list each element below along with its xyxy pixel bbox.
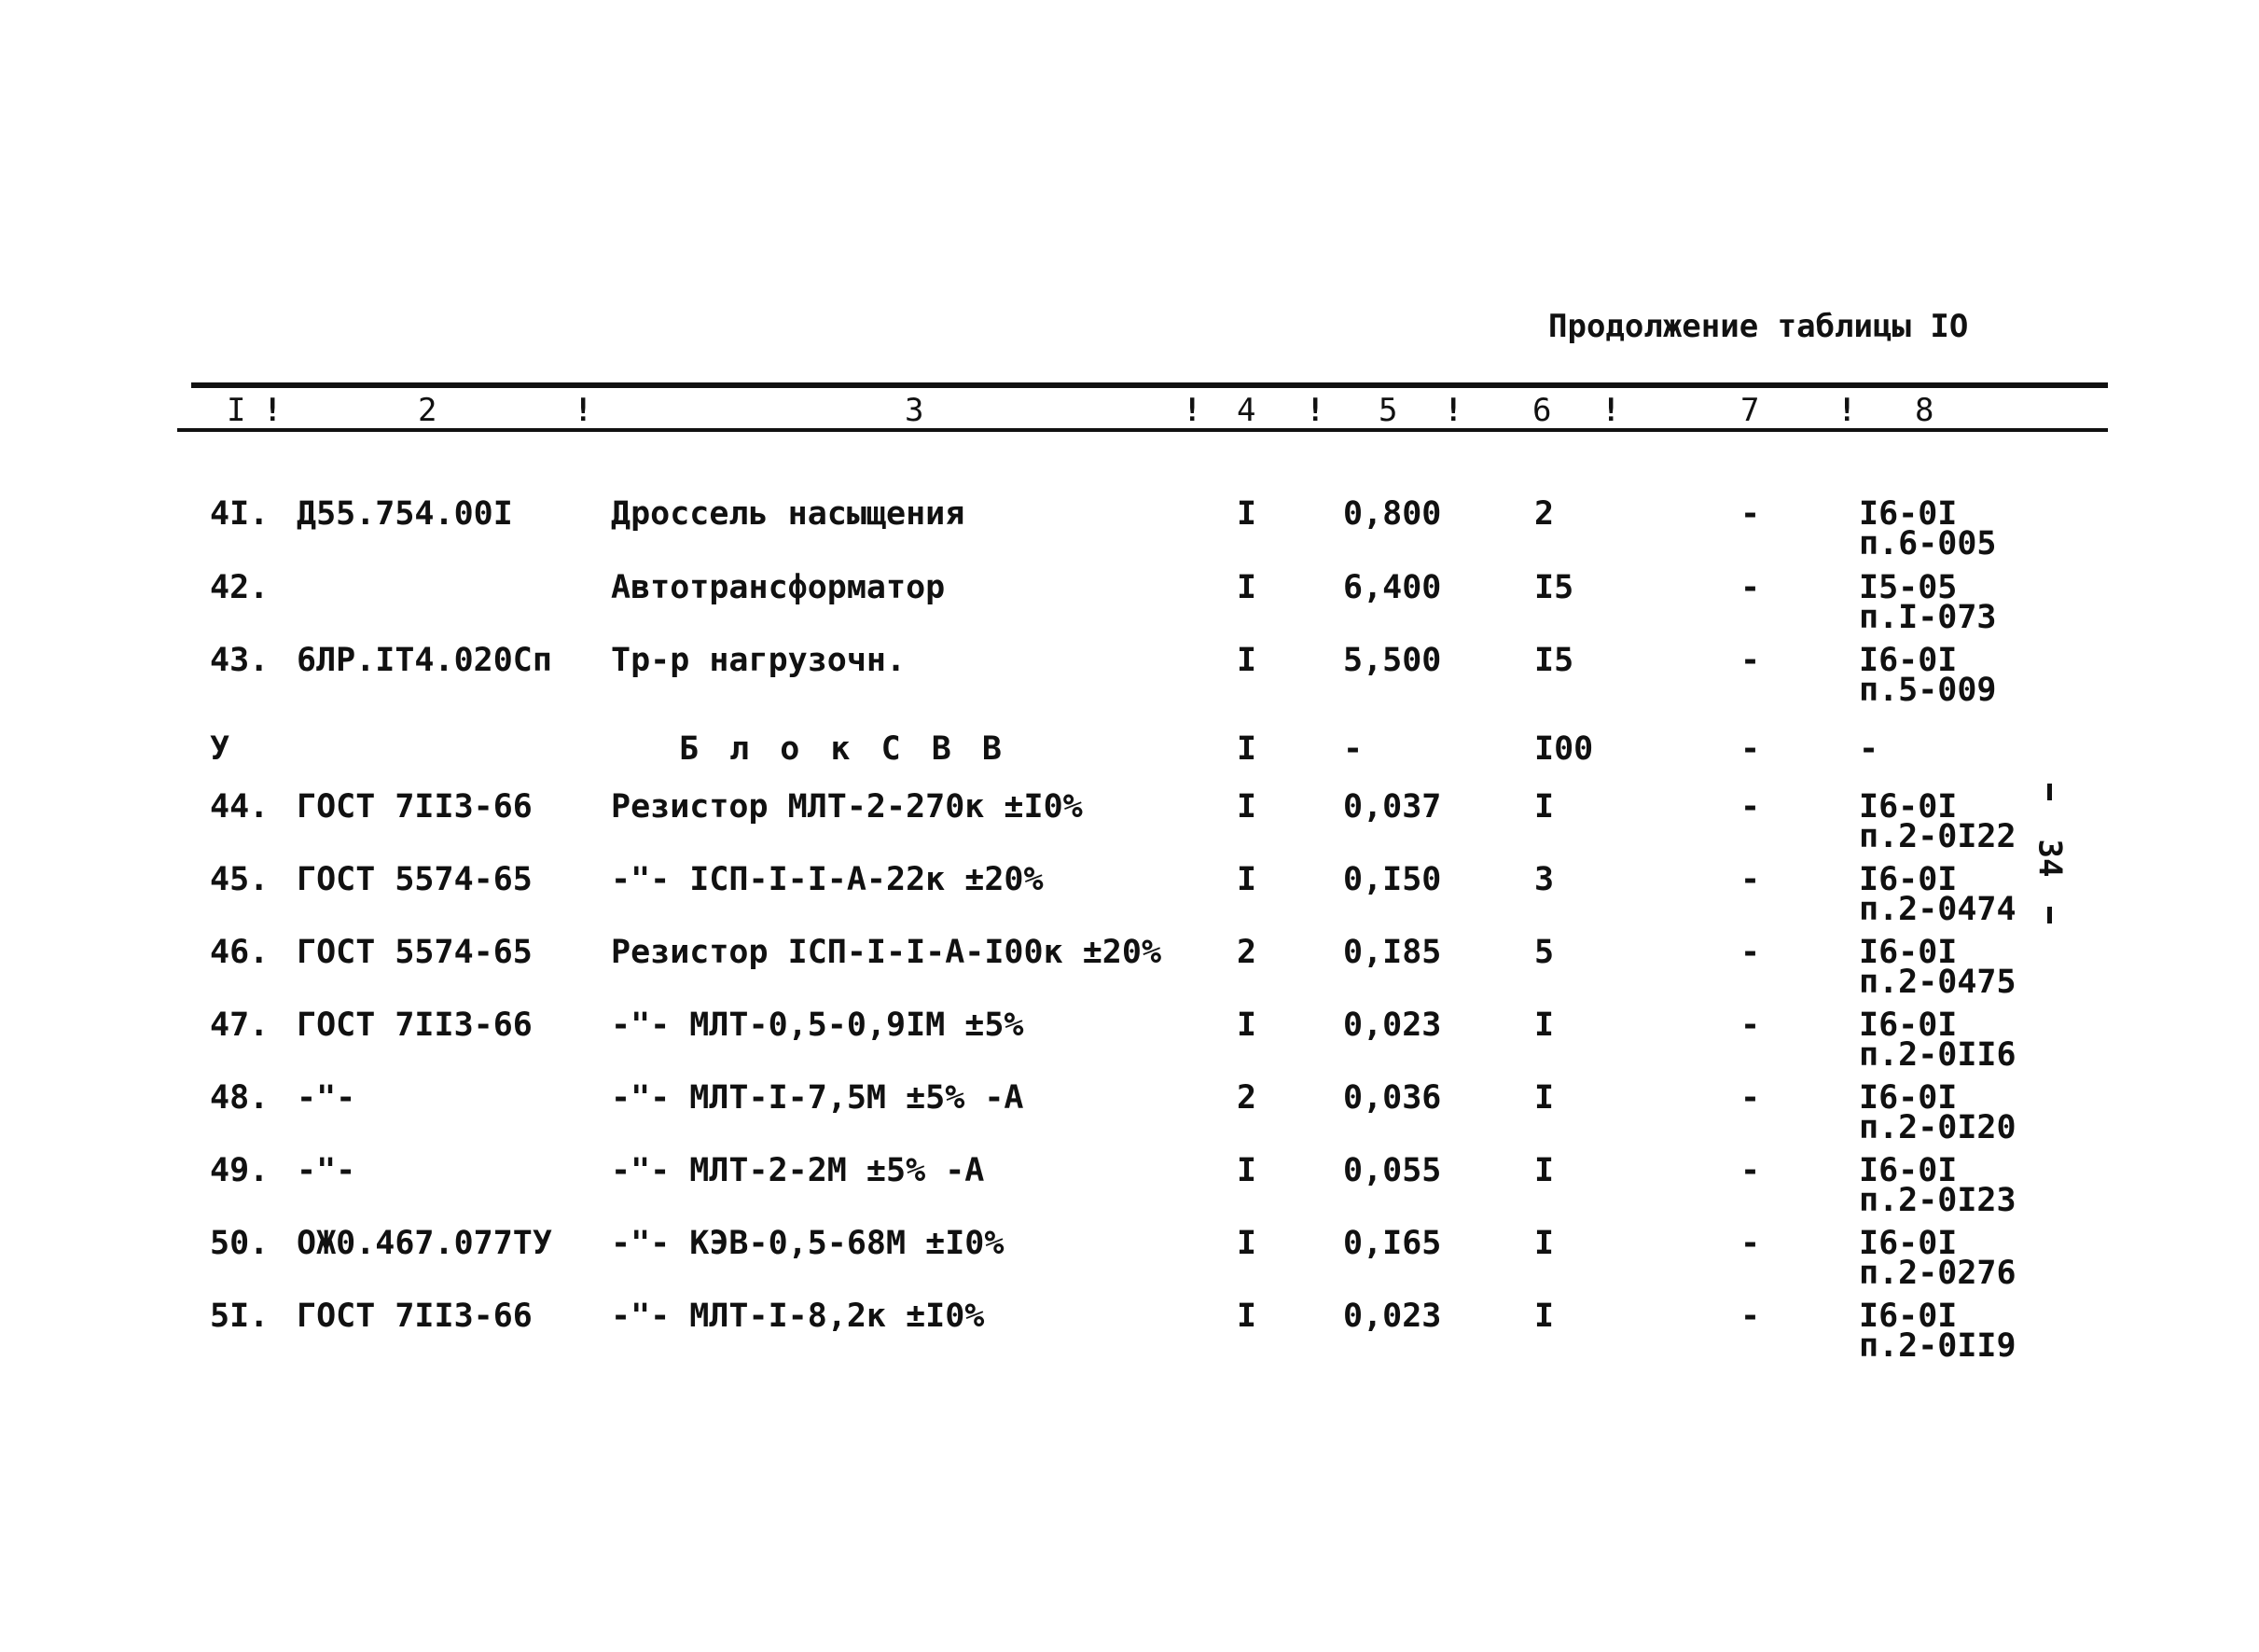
- designation-cell: ГОСТ 7II3-66: [297, 788, 533, 826]
- item-name-cell: -"- IСП-I-I-А-22к ±20%: [611, 861, 1044, 898]
- reference-line-2: п.I-073: [1859, 599, 1997, 636]
- item-name-cell: Автотрансформатор: [611, 569, 946, 606]
- reference-line-1: I5-05: [1859, 569, 1958, 606]
- designation-cell: ГОСТ 5574-65: [297, 861, 533, 898]
- reference-line-1: I6-0I: [1859, 642, 1958, 679]
- column-7-cell: -: [1740, 642, 1761, 679]
- reference-line-1: -: [1859, 730, 1879, 768]
- reference-line-2: п.2-0I22: [1859, 818, 2016, 855]
- item-name-cell: -"- МЛТ-2-2М ±5% -А: [611, 1152, 985, 1189]
- column-7-cell: -: [1740, 788, 1761, 826]
- reference-cell: [1859, 1152, 2016, 1219]
- quantity-cell: I: [1237, 861, 1257, 898]
- row-number-cell: 45.: [210, 861, 270, 898]
- reference-cell: [1859, 495, 1997, 562]
- count-cell: I: [1534, 1079, 1555, 1117]
- page-number-dash: [2047, 784, 2052, 800]
- designation-cell: -"-: [297, 1152, 356, 1189]
- item-name-cell: Резистор МЛТ-2-270к ±I0%: [611, 788, 1083, 826]
- reference-cell: [1859, 1225, 2016, 1292]
- row-number-cell: 42.: [210, 569, 270, 606]
- row-number-cell: 4I.: [210, 495, 270, 533]
- reference-line-2: п.2-0474: [1859, 891, 2016, 928]
- header-col-4: 4: [1237, 392, 1256, 429]
- row-number-cell: У: [210, 730, 230, 768]
- item-name-cell: Тр-р нагрузочн.: [611, 642, 907, 679]
- header-col-5: 5: [1379, 392, 1398, 429]
- column-7-cell: -: [1740, 1152, 1761, 1189]
- row-number-cell: 5I.: [210, 1298, 270, 1335]
- reference-cell: [1859, 569, 1997, 636]
- column-7-cell: -: [1740, 1006, 1761, 1044]
- count-cell: I: [1534, 1298, 1555, 1335]
- column-7-cell: -: [1740, 861, 1761, 898]
- item-name-cell: -"- МЛТ-I-7,5М ±5% -А: [611, 1079, 1024, 1117]
- column-7-cell: -: [1740, 934, 1761, 971]
- row-number-cell: 46.: [210, 934, 270, 971]
- header-separator: !: [1601, 392, 1621, 429]
- reference-line-1: I6-0I: [1859, 1298, 1958, 1335]
- quantity-cell: I: [1237, 730, 1257, 768]
- reference-line-2: п.2-0II9: [1859, 1327, 2016, 1365]
- count-cell: I: [1534, 1152, 1555, 1189]
- reference-line-2: п.2-0475: [1859, 964, 2016, 1001]
- reference-line-1: I6-0I: [1859, 495, 1958, 533]
- count-cell: I: [1534, 788, 1555, 826]
- designation-cell: 6ЛР.IТ4.020Сп: [297, 642, 552, 679]
- item-name-cell: -"- МЛТ-I-8,2к ±I0%: [611, 1298, 985, 1335]
- reference-cell: [1859, 1079, 2016, 1146]
- quantity-cell: I: [1237, 495, 1257, 533]
- count-cell: I: [1534, 1006, 1555, 1044]
- reference-line-2: п.2-0II6: [1859, 1036, 2016, 1074]
- column-7-cell: -: [1740, 1298, 1761, 1335]
- designation-cell: ГОСТ 5574-65: [297, 934, 533, 971]
- header-separator: !: [574, 392, 593, 429]
- item-name-cell: Резистор IСП-I-I-А-I00к ±20%: [611, 934, 1162, 971]
- count-cell: I5: [1534, 569, 1574, 606]
- count-cell: 3: [1534, 861, 1555, 898]
- item-name-cell: -"- МЛТ-0,5-0,9IМ ±5%: [611, 1006, 1024, 1044]
- reference-line-1: I6-0I: [1859, 788, 1958, 826]
- quantity-cell: 2: [1237, 934, 1257, 971]
- reference-line-1: I6-0I: [1859, 1152, 1958, 1189]
- row-number-cell: 44.: [210, 788, 270, 826]
- quantity-cell: I: [1237, 569, 1257, 606]
- column-7-cell: -: [1740, 1225, 1761, 1262]
- reference-cell: [1859, 861, 2016, 928]
- mass-cell: 0,037: [1343, 788, 1442, 826]
- mass-cell: 6,400: [1343, 569, 1442, 606]
- quantity-cell: I: [1237, 788, 1257, 826]
- quantity-cell: I: [1237, 1298, 1257, 1335]
- mass-cell: 0,055: [1343, 1152, 1442, 1189]
- mass-cell: 0,023: [1343, 1006, 1442, 1044]
- mass-cell: 5,500: [1343, 642, 1442, 679]
- quantity-cell: I: [1237, 1152, 1257, 1189]
- reference-line-1: I6-0I: [1859, 861, 1958, 898]
- mass-cell: 0,I65: [1343, 1225, 1442, 1262]
- mass-cell: 0,800: [1343, 495, 1442, 533]
- row-number-cell: 43.: [210, 642, 270, 679]
- designation-cell: ГОСТ 7II3-66: [297, 1006, 533, 1044]
- mass-cell: 0,I85: [1343, 934, 1442, 971]
- designation-cell: ГОСТ 7II3-66: [297, 1298, 533, 1335]
- page-number-mark: [2029, 784, 2085, 933]
- header-separator: !: [1837, 392, 1857, 429]
- header-col-6: 6: [1532, 392, 1552, 429]
- designation-cell: ОЖ0.467.077ТУ: [297, 1225, 552, 1262]
- reference-cell: [1859, 1006, 2016, 1074]
- header-col-2: 2: [418, 392, 437, 429]
- reference-cell: [1859, 642, 1997, 709]
- table-top-rule: [191, 382, 2108, 388]
- reference-cell: [1859, 934, 2016, 1001]
- header-separator: !: [1183, 392, 1202, 429]
- designation-cell: Д55.754.00I: [297, 495, 513, 533]
- page-number-dash: [2047, 907, 2052, 923]
- header-separator: !: [1306, 392, 1325, 429]
- mass-cell: -: [1343, 730, 1364, 768]
- count-cell: I5: [1534, 642, 1574, 679]
- mass-cell: 0,I50: [1343, 861, 1442, 898]
- count-cell: 2: [1534, 495, 1555, 533]
- reference-line-2: п.2-0I20: [1859, 1109, 2016, 1146]
- quantity-cell: I: [1237, 1225, 1257, 1262]
- page-number: 34: [2030, 839, 2069, 878]
- reference-cell: [1859, 788, 2016, 855]
- quantity-cell: I: [1237, 1006, 1257, 1044]
- column-7-cell: -: [1740, 1079, 1761, 1117]
- header-col-3: 3: [905, 392, 924, 429]
- row-number-cell: 48.: [210, 1079, 270, 1117]
- reference-line-2: п.2-0I23: [1859, 1182, 2016, 1219]
- count-cell: I00: [1534, 730, 1594, 768]
- column-7-cell: -: [1740, 569, 1761, 606]
- reference-line-1: I6-0I: [1859, 934, 1958, 971]
- reference-cell: [1859, 730, 1879, 768]
- table-caption: Продолжение таблицы IO: [1548, 308, 1969, 345]
- count-cell: I: [1534, 1225, 1555, 1262]
- item-name-cell: Б л о к С В В: [679, 730, 1007, 768]
- designation-cell: -"-: [297, 1079, 356, 1117]
- header-col-1: I: [227, 392, 246, 429]
- mass-cell: 0,023: [1343, 1298, 1442, 1335]
- row-number-cell: 47.: [210, 1006, 270, 1044]
- quantity-cell: 2: [1237, 1079, 1257, 1117]
- reference-cell: [1859, 1298, 2016, 1365]
- item-name-cell: Дроссель насыщения: [611, 495, 965, 533]
- header-separator: !: [1444, 392, 1463, 429]
- reference-line-1: I6-0I: [1859, 1006, 1958, 1044]
- reference-line-2: п.5-009: [1859, 672, 1997, 709]
- reference-line-2: п.2-0276: [1859, 1255, 2016, 1292]
- header-separator: !: [263, 392, 283, 429]
- column-7-cell: -: [1740, 730, 1761, 768]
- row-number-cell: 49.: [210, 1152, 270, 1189]
- header-col-7: 7: [1740, 392, 1760, 429]
- table-header-rule: [177, 428, 2108, 432]
- quantity-cell: I: [1237, 642, 1257, 679]
- item-name-cell: -"- КЭВ-0,5-68М ±I0%: [611, 1225, 1005, 1262]
- reference-line-2: п.6-005: [1859, 525, 1997, 562]
- column-7-cell: -: [1740, 495, 1761, 533]
- row-number-cell: 50.: [210, 1225, 270, 1262]
- header-col-8: 8: [1915, 392, 1934, 429]
- count-cell: 5: [1534, 934, 1555, 971]
- mass-cell: 0,036: [1343, 1079, 1442, 1117]
- reference-line-1: I6-0I: [1859, 1225, 1958, 1262]
- reference-line-1: I6-0I: [1859, 1079, 1958, 1117]
